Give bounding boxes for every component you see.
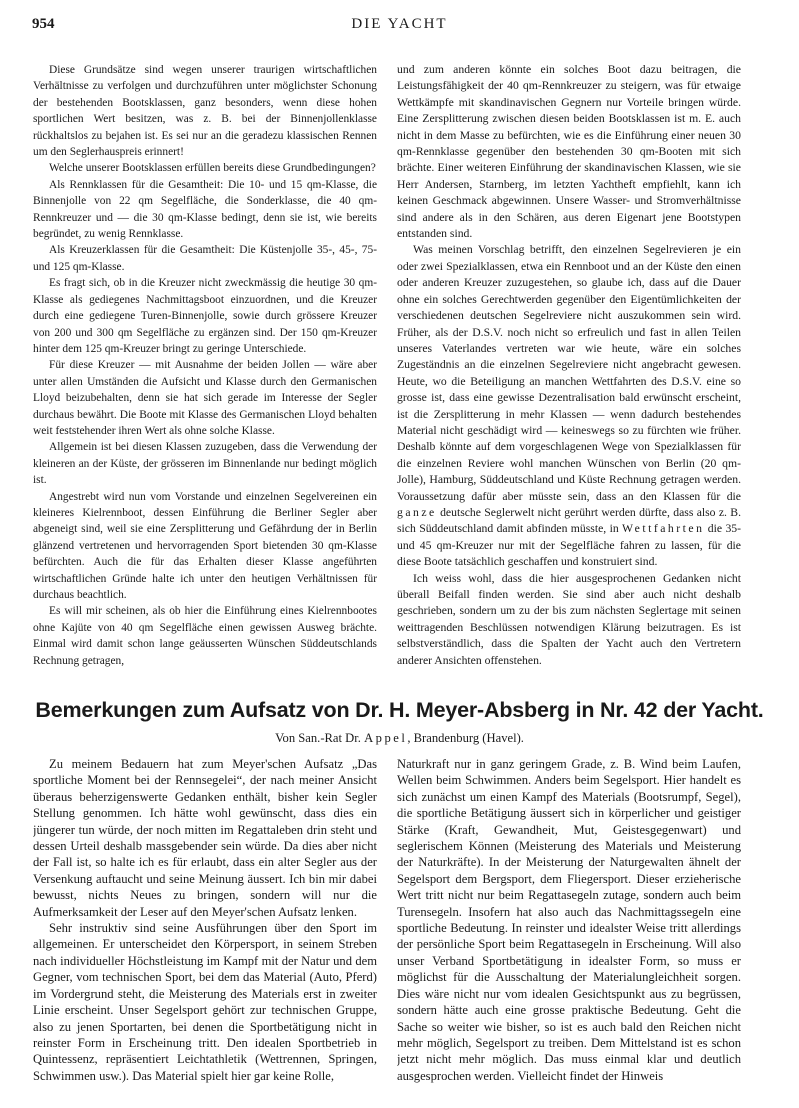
paragraph: Als Rennklassen für die Gesamtheit: Die 10- und 15 qm-Klasse, die Binnenjolle von 22 qm Segelfläche, die Sonderklasse, die 40 qm-Rennkreuzer und — die 30 qm-Klasse bedingt, denn sie ist, wie bereits begründet, zu wenig Rennklasse. xyxy=(33,178,377,241)
byline-author: Appel xyxy=(364,731,408,745)
paragraph: Es will mir scheinen, als ob hier die Einführung eines Kielrennbootes ohne Kajüte von 40 qm Segelfläche einen gewissen Ausweg brächte. Einmal wird damit schon lange geäusserten Wünschen Süddeutschlands Rechnung getragen, xyxy=(33,605,377,667)
paragraph: Diese Grundsätze sind wegen unserer traurigen wirtschaftlichen Verhältnisse zu verfolgen und durchzuführen unter möglichster Schonung der bestehenden Bootsklassen, ganz besonders, wenn diese hohen sportlichen Wert besitzen, was z. B. bei der Binnenjollenklasse rückhaltslos zu bejahen ist. Es sei nur an die geradezu klassischen Rennen um den Seglerhauspreis erinnert! xyxy=(33,64,377,159)
paragraph: Zu meinem Bedauern hat zum Meyer'schen Aufsatz „Das sportliche Moment bei der Rennsegelei“, der nach meiner Ansicht überaus beherzigenswerte Gedanken enthält, bisher kein Segler Stellung genommen. Ich hätte wohl gewünscht, dass dies ein jüngerer tun würde, der noch mitten im Regattaleben drin steht und dessen Urteil deshalb massgebender sein würde. Da dies aber nicht der Fall ist, so halte ich es für erlaubt, dass ein alter Segler aus der Versenkung auftaucht und seine Meinung äussert. Ich bin mir dabei bewusst, nichts Neues zu bringen, sondern will nur die Aufmerksamkeit der Leser auf den Meyer'schen Aufsatz lenken. xyxy=(33,757,377,919)
column-2 xyxy=(397,62,741,674)
paragraph: Sehr instruktiv sind seine Ausführungen über den Sport im allgemeinen. Er unterscheidet den Körpersport, in seinem Streben nach individueller Höchstleistung im Kampf mit der Natur und dem Gegner, vom technischen Sport, bei dem das Material (Auto, Pferd) im Vordergrund steht, die Meisterung des Materials erst in zweiter Linie erscheint. Unser Segelsport gehört zur technischen Gruppe, also zu jenen Sportarten, bei denen die Sportbetätigung nicht in reinster Form in Erscheinung tritt. Den idealen Sportbetrieb in Quintessenz, repräsentiert Leichtathletik (Wettrennen, Springen, Schwimmen usw.). Das Material spielt hier gar keine Rolle, xyxy=(33,921,377,1083)
paragraph: Als Kreuzerklassen für die Gesamtheit: Die Küstenjolle 35-, 45-, 75- und 125 qm-Klasse. xyxy=(33,244,377,273)
column-4 xyxy=(397,756,741,1096)
byline-prefix: Von San.-Rat Dr. xyxy=(275,731,361,745)
paragraph: Angestrebt wird nun vom Vorstande und einzelnen Segelvereinen ein kleineres Kielrennboot, dessen Einführung die Berliner Segler aber abgeneigt sind, weil sie eine Zersplitterung und Gefährdung der in Berlin glänzend vertretenen und hervorragenden Sport bietenden 30 qm-Klasse befürchten. Auch die für das Erhalten dieser Klasse angeführten wirtschaftlichen Gründe halte ich unter den heutigen Verhältnissen für durchaus beachtlich. xyxy=(33,490,377,601)
page-header xyxy=(0,16,799,42)
emphasis-wettfahrten: Wettfahrten xyxy=(622,522,705,536)
column-3 xyxy=(33,756,377,1096)
paragraph: Ich weiss wohl, dass die hier ausgesprochenen Gedanken nicht überall Beifall finden werden. Sie sind aber auch nicht deshalb geschrieben, sondern um zu der bis zum nächsten Seglertage mit seinen weittragenden Beschlüssen notwendigen Klärung beizutragen. Es ist selbstverständlich, dass die Spalten der Yacht auch den Vertretern anderer Ansichten offenstehen. xyxy=(397,571,741,667)
paragraph: Für diese Kreuzer — mit Ausnahme der beiden Jollen — wäre aber unter allen Umständen die Aufsicht und Klasse durch den Germanischen Lloyd beizubehalten, denn sie hat sich gerade im Interesse der Segler durchaus bewährt. Die Boote mit Klasse des Germanischen Lloyd behalten weit feststehender ihren Wert als ohne solche Klasse. xyxy=(33,359,377,437)
paragraph: Allgemein ist bei diesen Klassen zuzugeben, dass die Verwendung der kleineren an der Küste, der grösseren im Binnenlande nur bedingt möglich ist. xyxy=(33,441,377,487)
byline-suffix: , Brandenburg (Havel). xyxy=(407,731,524,745)
running-title: DIE YACHT xyxy=(351,16,448,32)
text-run: deutsche Seglerwelt nicht gerührt werden dürfte, dass also z. B. sich Süddeutschland damit abfinden müsste, in xyxy=(397,505,741,536)
emphasis-ganze: ganze xyxy=(397,505,437,519)
article-title: Bemerkungen zum Aufsatz von Dr. H. Meyer-Absberg in Nr. 42 der Yacht. xyxy=(35,698,764,722)
byline xyxy=(0,731,799,746)
page-number: 954 xyxy=(32,16,55,32)
paragraph: und zum anderen könnte ein solches Boot dazu beitragen, die Leistungsfähigkeit der 40 qm-Rennkreuzer zu steigern, was für etwaige Wettkämpfe mit skandinavischen Gegnern nur Vorteile bringen würde. Eine Zersplitterung zwischen diesen beiden Bootsklassen ist m. E. auch nicht in dem Masse zu befürchten, wie es die Einführung einer neuen 30 qm-Rennklasse gegenüber den bestehenden 30 qm-Booten mit sich brächte. Einer weiteren Einführung der skandinavischen Klassen, wie sie Herr Andersen, Starnberg, im letzten Yachtheft empfiehlt, kann ich keinen Geschmack abgewinnen. Unsere Wasser- und Stromverhältnisse sind andere als in den Schären, aus deren Eigenart jene Bootstypen entstanden sind. xyxy=(397,63,741,241)
paragraph: Naturkraft nur in ganz geringem Grade, z. B. Wind beim Laufen, Wellen beim Schwimmen. Anders beim Segelsport. Hier handelt es sich zunächst um einen Kampf des Materials (Bootsrumpf, Segel), die sportliche Betätigung äussert sich in körperlicher und geistiger Stärke (Kraft, Gewandheit, Mut, Geistesgegenwart) und seglerischem Können (Meisterung des Materials und Meisterung der Naturkräfte). In der Meisterung der Naturgewalten ähnelt der Segelsport dem Bergsport, dem Fliegersport. Dieser erzieherische Wert tritt nicht nur beim Regattasegeln zutage, sondern auch beim Turensegeln. Insofern hat also auch das Nachmittagssegeln eine sportliche Bedeutung. In reinster und idealster Weise tritt allerdings der persönliche Sport beim Regattasegeln in Erscheinung. Will also unser Verband Sportbetätigung in idealster Form, so muss er möglichst für die Ausschaltung der Materialungleichheit sorgen. Dies wäre nicht nur vom idealen Gesichtspunkt aus zu begrüssen, sondern hätte auch eine grosse praktische Bedeutung. Geht die Sache so weiter wie bisher, so ist es auch bald den Reichen nicht mehr möglich, Segelsport zu treiben. Dem Mittelstand ist es schon jetzt nicht mehr möglich. Das muss einmal klar und deutlich ausgesprochen werden. Vielleicht findet der Hinweis xyxy=(397,757,741,1083)
paragraph: Welche unserer Bootsklassen erfüllen bereits diese Grundbedingungen? xyxy=(49,162,376,175)
paragraph xyxy=(397,242,741,570)
column-1 xyxy=(33,62,377,674)
paragraph: Es fragt sich, ob in die Kreuzer nicht zweckmässig die heutige 30 qm-Klasse als gediegenes Nachmittagsboot einzuordnen, und die Kreuzer durch eine gediegene Turen-Binnenjolle, sowie durch grössere Kreuzer von 200 und 300 qm Segelfläche zu ergänzen sind. Der 150 qm-Kreuzer hinter dem 125 qm-Kreuzer bringt zu geringe Unterschiede. xyxy=(33,277,377,355)
text-run: die 35- und 45 qm-Kreuzer nur mit der Segelfläche fahren zu lassen, für die diese Boote tatsächlich geschaffen und konstruiert sind. xyxy=(397,522,741,569)
text-run: Was meinen Vorschlag betrifft, den einzelnen Segelrevieren je ein oder zwei Spezialklassen, etwa ein Rennboot und an der Küste den einen oder anderen Kreuzer zuzugestehen, so glaube ich, dass auf die Dauer ohne ein solches Gerechtwerden gegenüber den Eigentümlichkeiten der verschiedenen deutschen Segelreviere nicht auszukommen sein wird. Früher, als der D.S.V. noch nicht so erfreulich und fast in allen Teilen unseres Vaterlandes vertreten war wie heute, wäre ein solches Zugeständnis an die einzelnen Segelreviere nicht angebracht gewesen. Heute, wo die Beteiligung an manchen Wettfahrten des D.S.V. eine so grosse ist, dass eine gewisse Dezentralisation bald erwünscht erscheint, ist die Zersplitterung in mehr Klassen — wenn dadurch bestehendes Material nicht geschädigt wird — keineswegs so zu fürchten wie früher. Deshalb könnte auf dem vorgeschlagenen Wege von Spezialklassen für die einzelnen Reviere wohl manchen Wünschen von Berlin (20 qm-Jolle), Hamburg, Süddeutschland und Küste Rechnung getragen werden. Voraussetzung dafür aber müsste sein, dass an den Klassen für die xyxy=(397,243,741,503)
